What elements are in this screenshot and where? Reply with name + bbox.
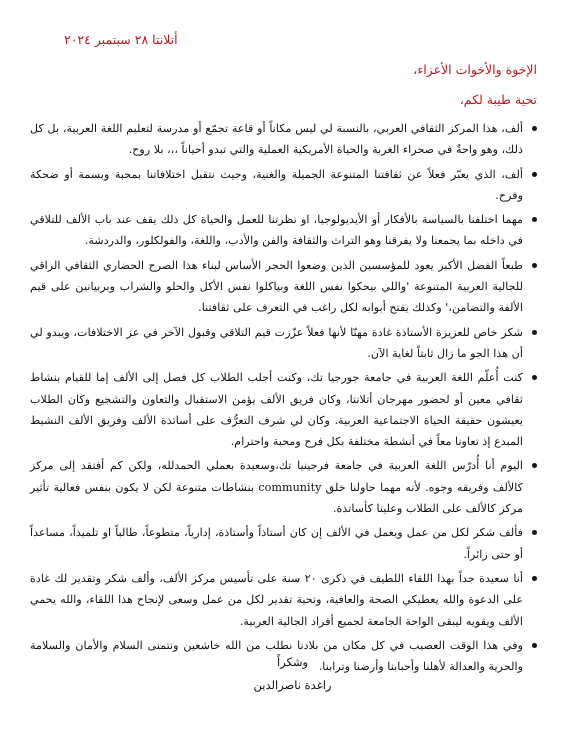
list-item: ألف، هذا المركز الثقافي العربي، بالنسبة لي ليس مكاناً أو قاعة تجمّع أو مدرسة لتعليم اللغة العربية، بل كل ذلك، وهو واحةٌ في صحراء الغربة والحياة الأمريكية العملية والتي تبدو أحياناً ،،، بلا روح. bbox=[30, 118, 537, 161]
closing-thanks: وشكراً bbox=[276, 655, 309, 669]
list-item: مهما اختلفنا بالسياسة بالأفكار أو الأيديولوجيا، او نظرتنا للعمل والحياة كل ذلك يقف عند باب الألف للتلاقي في داخله بما يجمعنا ولا يفرقنا وهو التراث والثقافة والفن والأدب، واللغة، والفولكلور، والدردشة. bbox=[30, 209, 537, 252]
letter-date: أتلانتا ٢٨ سبتمبر ٢٠٢٤ bbox=[64, 32, 178, 47]
list-item: ألف، الذي يعبّر فعلاً عن ثقافتنا المتنوعة الجميلة والغنية، وحيث نتقبل اختلافاتنا بمحبة وبسمة أو ضحكة وفرح. bbox=[30, 164, 537, 207]
salutation: الإخوة والأخوات الأعزاء، bbox=[413, 62, 537, 77]
signature-name: راغدة ناصرالدين bbox=[253, 678, 332, 692]
greeting: تحية طيبة لكم، bbox=[459, 92, 537, 107]
list-item: اليوم أنا أُدرّس اللغة العربية في جامعة فرجينيا تك،وسعيدة بعملي الحمدلله، ولكن كم أفتقد إلى مركز كالألف وفريقه وجوه. لأنه مهما حاولنا خلق community بنشاطات متنوعة لكن لا يكون بنفس فعالية تأثير مركز كالألف على الطلاب وعلينا كأساتذة. bbox=[30, 455, 537, 519]
list-item: كنت أُعلّم اللغة العربية في جامعة جورجيا تك، وكنت أجلب الطلاب كل فصل إلى الألف إما للقيام بنشاط ثقافي معين أو لحضور مهرجان أتلانتا، وكان فريق الألف يؤمن الاستقبال والتعاون والتشجيع وكان الطلاب يعيشون حقيقة الحياة الاجتماعية العربية. وكان لي شرف التعرُّف على أساتذة الألف وفريق الألف النشيط المبدع إذ تعاونا معاً في أنشطة مختلفة بكل فرح ومحبة واحترام. bbox=[30, 367, 537, 452]
list-item: أنا سعيدة جداً بهذا اللقاء اللطيف في ذكرى ٢٠ سنة على تأسيس مركز الألف، وألف شكر وتقدير لك غادة على الدعوة والله يعطيكي الصحة والعافية، وتحية تقدير لكل من عمل وسعى لإنجاح هذا اللقاء، والله يحمي الألف ويقويه ليبقى الواحة الجامعة لجميع أفراد الجالية العربية. bbox=[30, 568, 537, 632]
list-item: فألف شكر لكل من عمل ويعمل في الألف إن كان أستاذاً وأستاذة، إدارياً، متطوعاً، طالباً او تلميذاً، مساعداً أو حتى زائراً. bbox=[30, 522, 537, 565]
list-item: وفي هذا الوقت العصيب في كل مكان من بلادنا نطلب من الله خاشعين ونتمنى السلام والأمان والسلامة والحرية والعدالة لأهلنا وأحبابنا وأرضنا وترابنا. bbox=[30, 635, 537, 678]
paragraph-list bbox=[30, 118, 537, 680]
list-item: شكر خاص للعزيزة الأستاذة غادة مهنّا لأنها فعلاً عزّزت قيم التلاقي وقبول الآخر في عز الاختلافات، ويبدو لي أن هذا الجو ما زال ثابتاً لغاية الآن. bbox=[30, 322, 537, 365]
list-item: طبعاً الفضل الأكبر يعود للمؤسسين الذين وضعوا الحجر الأساس لبناء هذا الصرح الحضاري الثقافي الراقي للجالية العربية المتنوعة 'واللي بيحكوا نفس اللغة وبياكلوا نفس الأكل والحلو والشراب وبربيانين على قيم الألفة والتضامن،' وكذلك يفتح أبوابه لكل راغب في التعرف على ثقافتنا. bbox=[30, 255, 537, 319]
